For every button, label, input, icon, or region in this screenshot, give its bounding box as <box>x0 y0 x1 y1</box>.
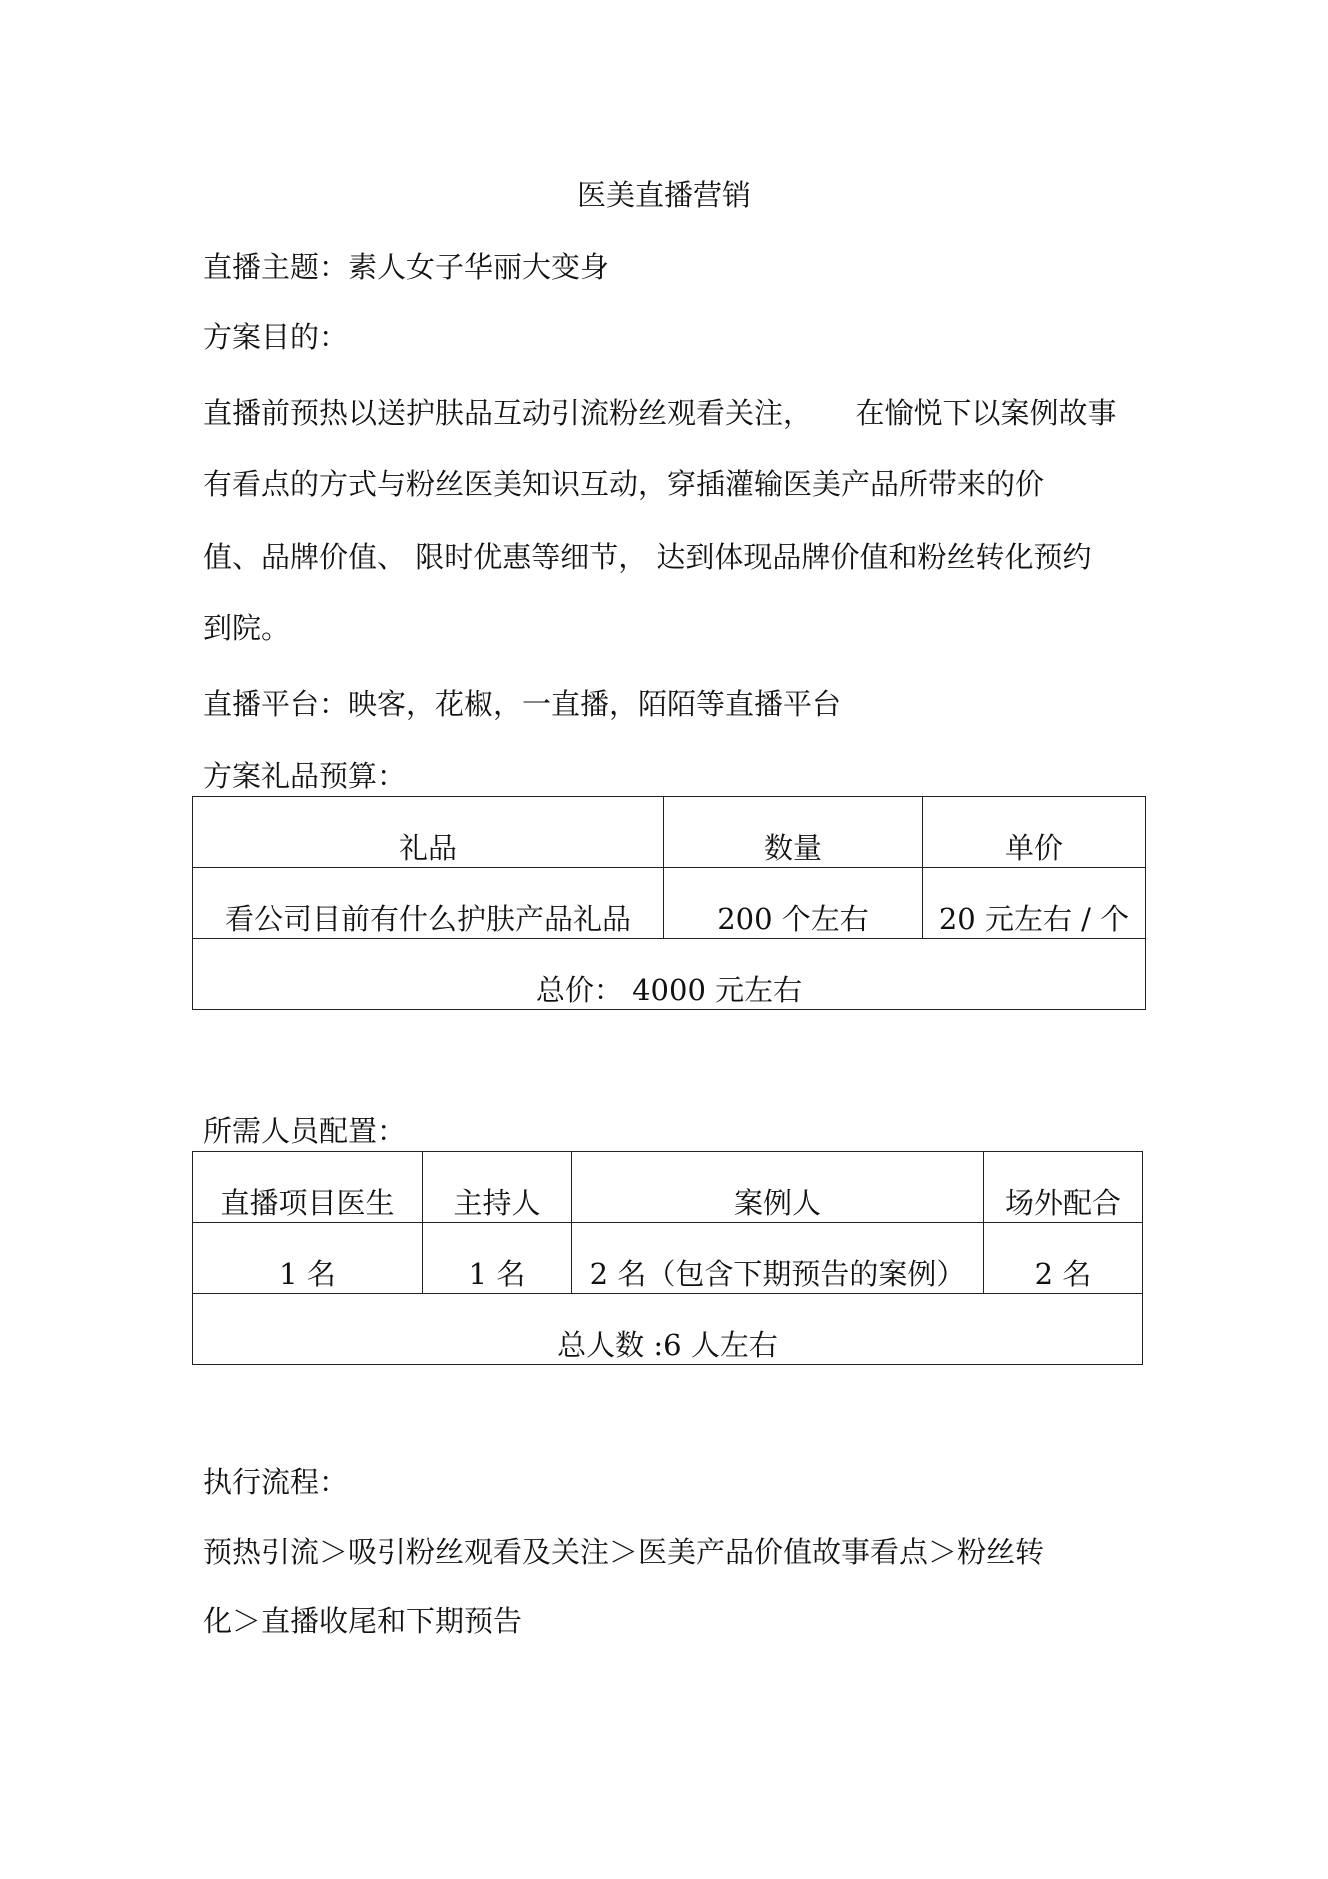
process-line: 化＞直播收尾和下期预告 <box>203 1604 523 1638</box>
table-cell: 2 名（包含下期预告的案例） <box>572 1223 984 1294</box>
table-total-row <box>193 1294 1143 1365</box>
table-cell: 20 元左右 / 个 <box>923 868 1146 939</box>
table-header-cell: 礼品 <box>193 797 664 868</box>
table-total-row <box>193 939 1146 1010</box>
table-total-cell: 总价： 4000 元左右 <box>193 939 1146 1010</box>
table-row <box>193 1223 1143 1294</box>
process-label: 执行流程： <box>203 1465 349 1499</box>
purpose-line: 值、品牌价值、 限时优惠等细节， 达到体现品牌价值和粉丝转化预约 <box>203 540 1092 574</box>
gift-budget-table <box>192 796 1146 1010</box>
table-header-cell: 数量 <box>664 797 923 868</box>
table-header-cell: 场外配合 <box>984 1152 1143 1223</box>
purpose-label: 方案目的： <box>203 320 349 354</box>
staff-label: 所需人员配置： <box>203 1114 407 1148</box>
table-row <box>193 868 1146 939</box>
table-cell: 看公司目前有什么护肤产品礼品 <box>193 868 664 939</box>
table-header-row <box>193 797 1146 868</box>
gift-budget-label: 方案礼品预算： <box>203 759 407 793</box>
theme-line: 直播主题：素人女子华丽大变身 <box>203 250 610 284</box>
table-header-cell: 直播项目医生 <box>193 1152 423 1223</box>
table-cell: 1 名 <box>423 1223 572 1294</box>
table-header-cell: 单价 <box>923 797 1146 868</box>
table-header-row <box>193 1152 1143 1223</box>
purpose-line: 到院。 <box>203 611 291 645</box>
table-header-cell: 案例人 <box>572 1152 984 1223</box>
document-title: 医美直播营销 <box>576 178 751 212</box>
table-cell: 2 名 <box>984 1223 1143 1294</box>
table-header-cell: 主持人 <box>423 1152 572 1223</box>
process-line: 预热引流＞吸引粉丝观看及关注＞医美产品价值故事看点＞粉丝转 <box>203 1535 1045 1569</box>
table-cell: 1 名 <box>193 1223 423 1294</box>
table-total-cell: 总人数 :6 人左右 <box>193 1294 1143 1365</box>
staff-config-table <box>192 1151 1143 1365</box>
table-cell: 200 个左右 <box>664 868 923 939</box>
purpose-line: 直播前预热以送护肤品互动引流粉丝观看关注， 在愉悦下以案例故事 <box>203 396 1117 430</box>
purpose-line: 有看点的方式与粉丝医美知识互动，穿插灌输医美产品所带来的价 <box>203 467 1045 501</box>
platform-line: 直播平台：映客，花椒，一直播，陌陌等直播平台 <box>203 687 842 721</box>
